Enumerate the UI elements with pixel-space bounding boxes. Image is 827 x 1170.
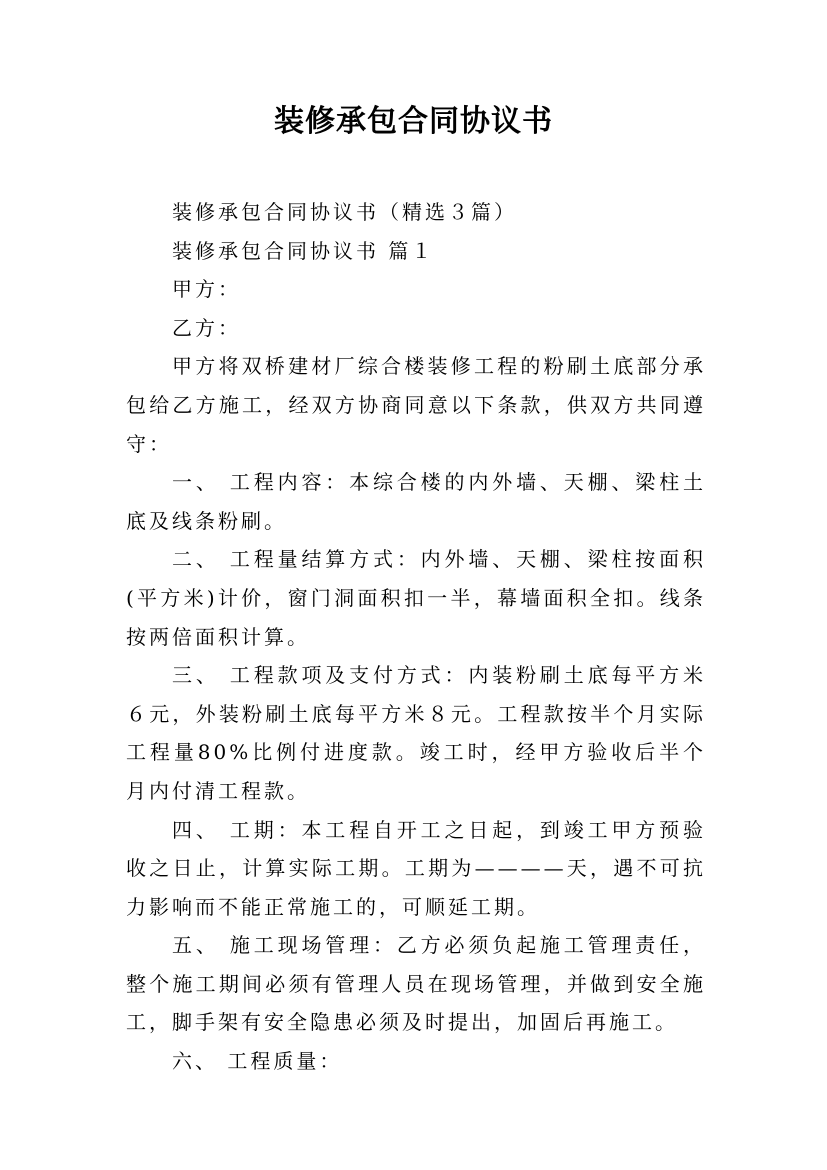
document-title: 装修承包合同协议书: [274, 104, 553, 139]
document-body: [126, 193, 706, 1081]
paragraph-party-a: 甲方：: [172, 277, 241, 302]
paragraph-clause-1: 一、 工程内容：本综合楼的内外墙、天棚、梁柱土底及线条粉刷。: [126, 470, 706, 533]
paragraph-clause-4: 四、 工期：本工程自开工之日起，到竣工甲方预验收之日止，计算实际工期。工期为————天，遇不可抗力影响而不能正常施工的，可顺延工期。: [126, 817, 706, 919]
paragraph-heading-collection: 装修承包合同协议书（精选３篇）: [172, 200, 517, 224]
paragraph-heading-article-1: 装修承包合同协议书 篇１: [172, 238, 435, 263]
paragraph-party-b: 乙方：: [172, 315, 241, 340]
paragraph-intro: 甲方将双桥建材厂综合楼装修工程的粉刷土底部分承包给乙方施工，经双方协商同意以下条款，供双方共同遵守：: [126, 354, 706, 456]
paragraph-clause-5: 五、 施工现场管理：乙方必须负起施工管理责任，整个施工期间必须有管理人员在现场管理，并做到安全施工，脚手架有安全隐患必须及时提出，加固后再施工。: [126, 933, 706, 1035]
paragraph-clause-3: 三、 工程款项及支付方式：内装粉刷土底每平方米６元，外装粉刷土底每平方米８元。工程款按半个月实际工程量80%比例付进度款。竣工时，经甲方验收后半个月内付清工程款。: [126, 663, 706, 803]
paragraph-clause-6: 六、 工程质量：: [172, 1049, 343, 1074]
paragraph-clause-2: 二、 工程量结算方式：内外墙、天棚、梁柱按面积(平方米)计价，窗门洞面积扣一半，幕墙面积全扣。线条按两倍面积计算。: [126, 547, 706, 649]
